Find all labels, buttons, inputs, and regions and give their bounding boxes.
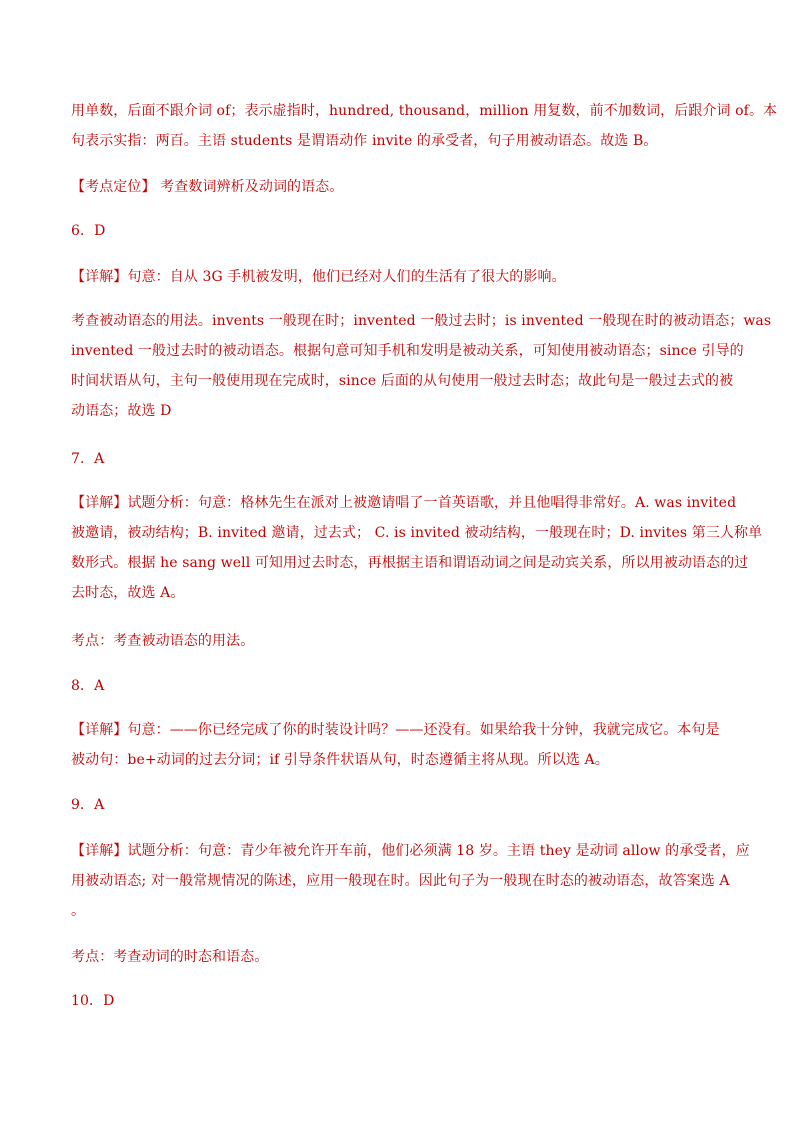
q9-detail: [71, 836, 750, 926]
q7-exam-point: [71, 626, 727, 656]
q6-analysis: [71, 306, 772, 426]
text-line: 8．A: [71, 678, 105, 694]
q8-detail: [71, 715, 727, 775]
text-line: 数形式。根据 he sang well 可知用过去时态，再根据主语和谓语动词之间是动宾关系，所以用被动语态的过: [71, 555, 749, 571]
q5-exam-point: [71, 172, 727, 202]
q9-answer-number: [71, 790, 727, 820]
q6-answer-number: [71, 216, 727, 246]
q8-answer-number: [71, 671, 727, 701]
text-line: 被邀请，被动结构；B. invited 邀请，过去式； C. is invited 被动结构，一般现在时；D. invites 第三人称单: [71, 525, 763, 541]
text-line: 去时态，故选 A。: [71, 585, 185, 601]
text-line: 考点：考查被动语态的用法。: [71, 633, 255, 649]
q9-exam-point: [71, 942, 727, 972]
text-line: 时间状语从句，主句一般使用现在完成时，since 后面的从句使用一般过去时态；故此句是一般过去式的被: [71, 373, 734, 389]
text-line: 7．A: [71, 451, 105, 467]
text-line: 10．D: [71, 993, 115, 1009]
text-line: 考点：考查动词的时态和语态。: [71, 949, 269, 965]
text-line: 【详解】试题分析：句意：青少年被允许开车前，他们必须满 18 岁。主语 they 是动词 allow 的承受者，应: [71, 843, 750, 859]
text-line: 【详解】试题分析：句意：格林先生在派对上被邀请唱了一首英语歌，并且他唱得非常好。A. was invited: [71, 495, 737, 511]
text-line: 【详解】句意：自从 3G 手机被发明，他们已经对人们的生活有了很大的影响。: [71, 269, 566, 285]
text-line: 被动句：be+动词的过去分词；if 引导条件状语从句，时态遵循主将从现。所以选 A。: [71, 752, 609, 768]
text-line: 【考点定位】 考查数词辨析及动词的语态。: [71, 179, 344, 195]
text-line: 6．D: [71, 223, 106, 239]
q10-answer-number: [71, 986, 727, 1016]
text-line: 用单数，后面不跟介词 of；表示虚指时，hundred, thousand，million 用复数，前不加数词，后跟介词 of。本: [71, 103, 778, 119]
text-line: 【详解】句意：——你已经完成了你的时装设计吗？——还没有。如果给我十分钟，我就完成它。本句是: [71, 722, 720, 738]
q5-explanation: [71, 96, 778, 156]
text-line: 。: [71, 903, 86, 919]
text-line: 考查被动语态的用法。invents 一般现在时；invented 一般过去时；is invented 一般现在时的被动语态；was: [71, 313, 772, 329]
text-line: 9．A: [71, 797, 105, 813]
q6-detail: [71, 262, 727, 292]
q7-detail: [71, 488, 763, 608]
text-line: 用被动语态; 对一般常规情况的陈述，应用一般现在时。因此句子为一般现在时态的被动语态，故答案选 A: [71, 873, 730, 889]
text-line: 动语态；故选 D: [71, 403, 172, 419]
q7-answer-number: [71, 444, 727, 474]
text-line: invented 一般过去时的被动语态。根据句意可知手机和发明是被动关系，可知使用被动语态；since 引导的: [71, 343, 744, 359]
text-line: 句表示实指：两百。主语 students 是谓语动作 invite 的承受者，句子用被动语态。故选 B。: [71, 133, 658, 149]
